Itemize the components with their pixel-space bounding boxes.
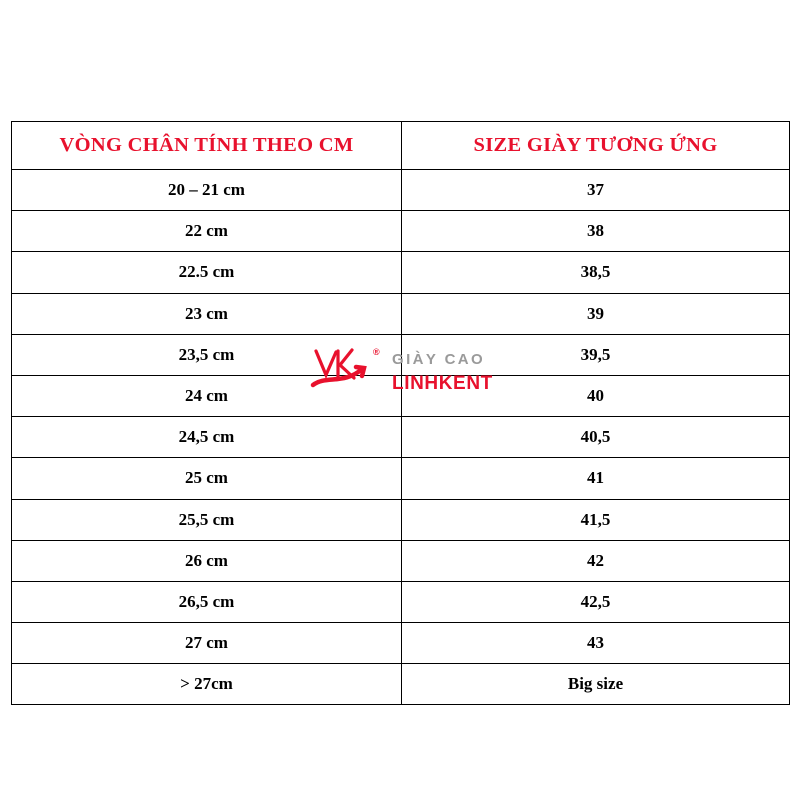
size-table [11, 121, 790, 705]
cell-foot-circumference: 25,5 cm [12, 499, 402, 540]
column-header-foot-circumference: VÒNG CHÂN TÍNH THEO CM [12, 122, 402, 170]
table-body [12, 170, 790, 705]
cell-foot-circumference: 24,5 cm [12, 417, 402, 458]
watermark-tagline: GIÀY CAO [392, 351, 486, 368]
table-header [12, 122, 790, 170]
cell-foot-circumference: 23 cm [12, 293, 402, 334]
cell-foot-circumference: 26,5 cm [12, 581, 402, 622]
cell-shoe-size: 41 [402, 458, 790, 499]
cell-shoe-size: 40 [402, 375, 790, 416]
table-row [12, 458, 790, 499]
watermark-brand-name: LINHKENT [392, 373, 493, 394]
table-header-row [12, 122, 790, 170]
table-row [12, 334, 790, 375]
column-header-shoe-size: SIZE GIÀY TƯƠNG ỨNG [402, 122, 790, 170]
table-row [12, 211, 790, 252]
cell-shoe-size: 39 [402, 293, 790, 334]
cell-shoe-size: 37 [402, 170, 790, 211]
table-row [12, 664, 790, 705]
table-row [12, 375, 790, 416]
table-row [12, 623, 790, 664]
registered-trademark-icon: ® [373, 347, 380, 357]
cell-foot-circumference: 27 cm [12, 623, 402, 664]
table-row [12, 540, 790, 581]
cell-foot-circumference: 26 cm [12, 540, 402, 581]
cell-shoe-size: 40,5 [402, 417, 790, 458]
cell-shoe-size: 38,5 [402, 252, 790, 293]
shoe-size-chart [11, 121, 789, 705]
cell-shoe-size: 41,5 [402, 499, 790, 540]
table-row [12, 581, 790, 622]
table-row [12, 170, 790, 211]
cell-foot-circumference: > 27cm [12, 664, 402, 705]
cell-shoe-size: Big size [402, 664, 790, 705]
cell-shoe-size: 38 [402, 211, 790, 252]
cell-foot-circumference: 24 cm [12, 375, 402, 416]
table-row [12, 252, 790, 293]
cell-shoe-size: 42 [402, 540, 790, 581]
table-row [12, 293, 790, 334]
cell-shoe-size: 39,5 [402, 334, 790, 375]
cell-shoe-size: 42,5 [402, 581, 790, 622]
cell-foot-circumference: 20 – 21 cm [12, 170, 402, 211]
table-row [12, 499, 790, 540]
cell-shoe-size: 43 [402, 623, 790, 664]
cell-foot-circumference: 22 cm [12, 211, 402, 252]
table-row [12, 417, 790, 458]
cell-foot-circumference: 23,5 cm [12, 334, 402, 375]
cell-foot-circumference: 22.5 cm [12, 252, 402, 293]
cell-foot-circumference: 25 cm [12, 458, 402, 499]
